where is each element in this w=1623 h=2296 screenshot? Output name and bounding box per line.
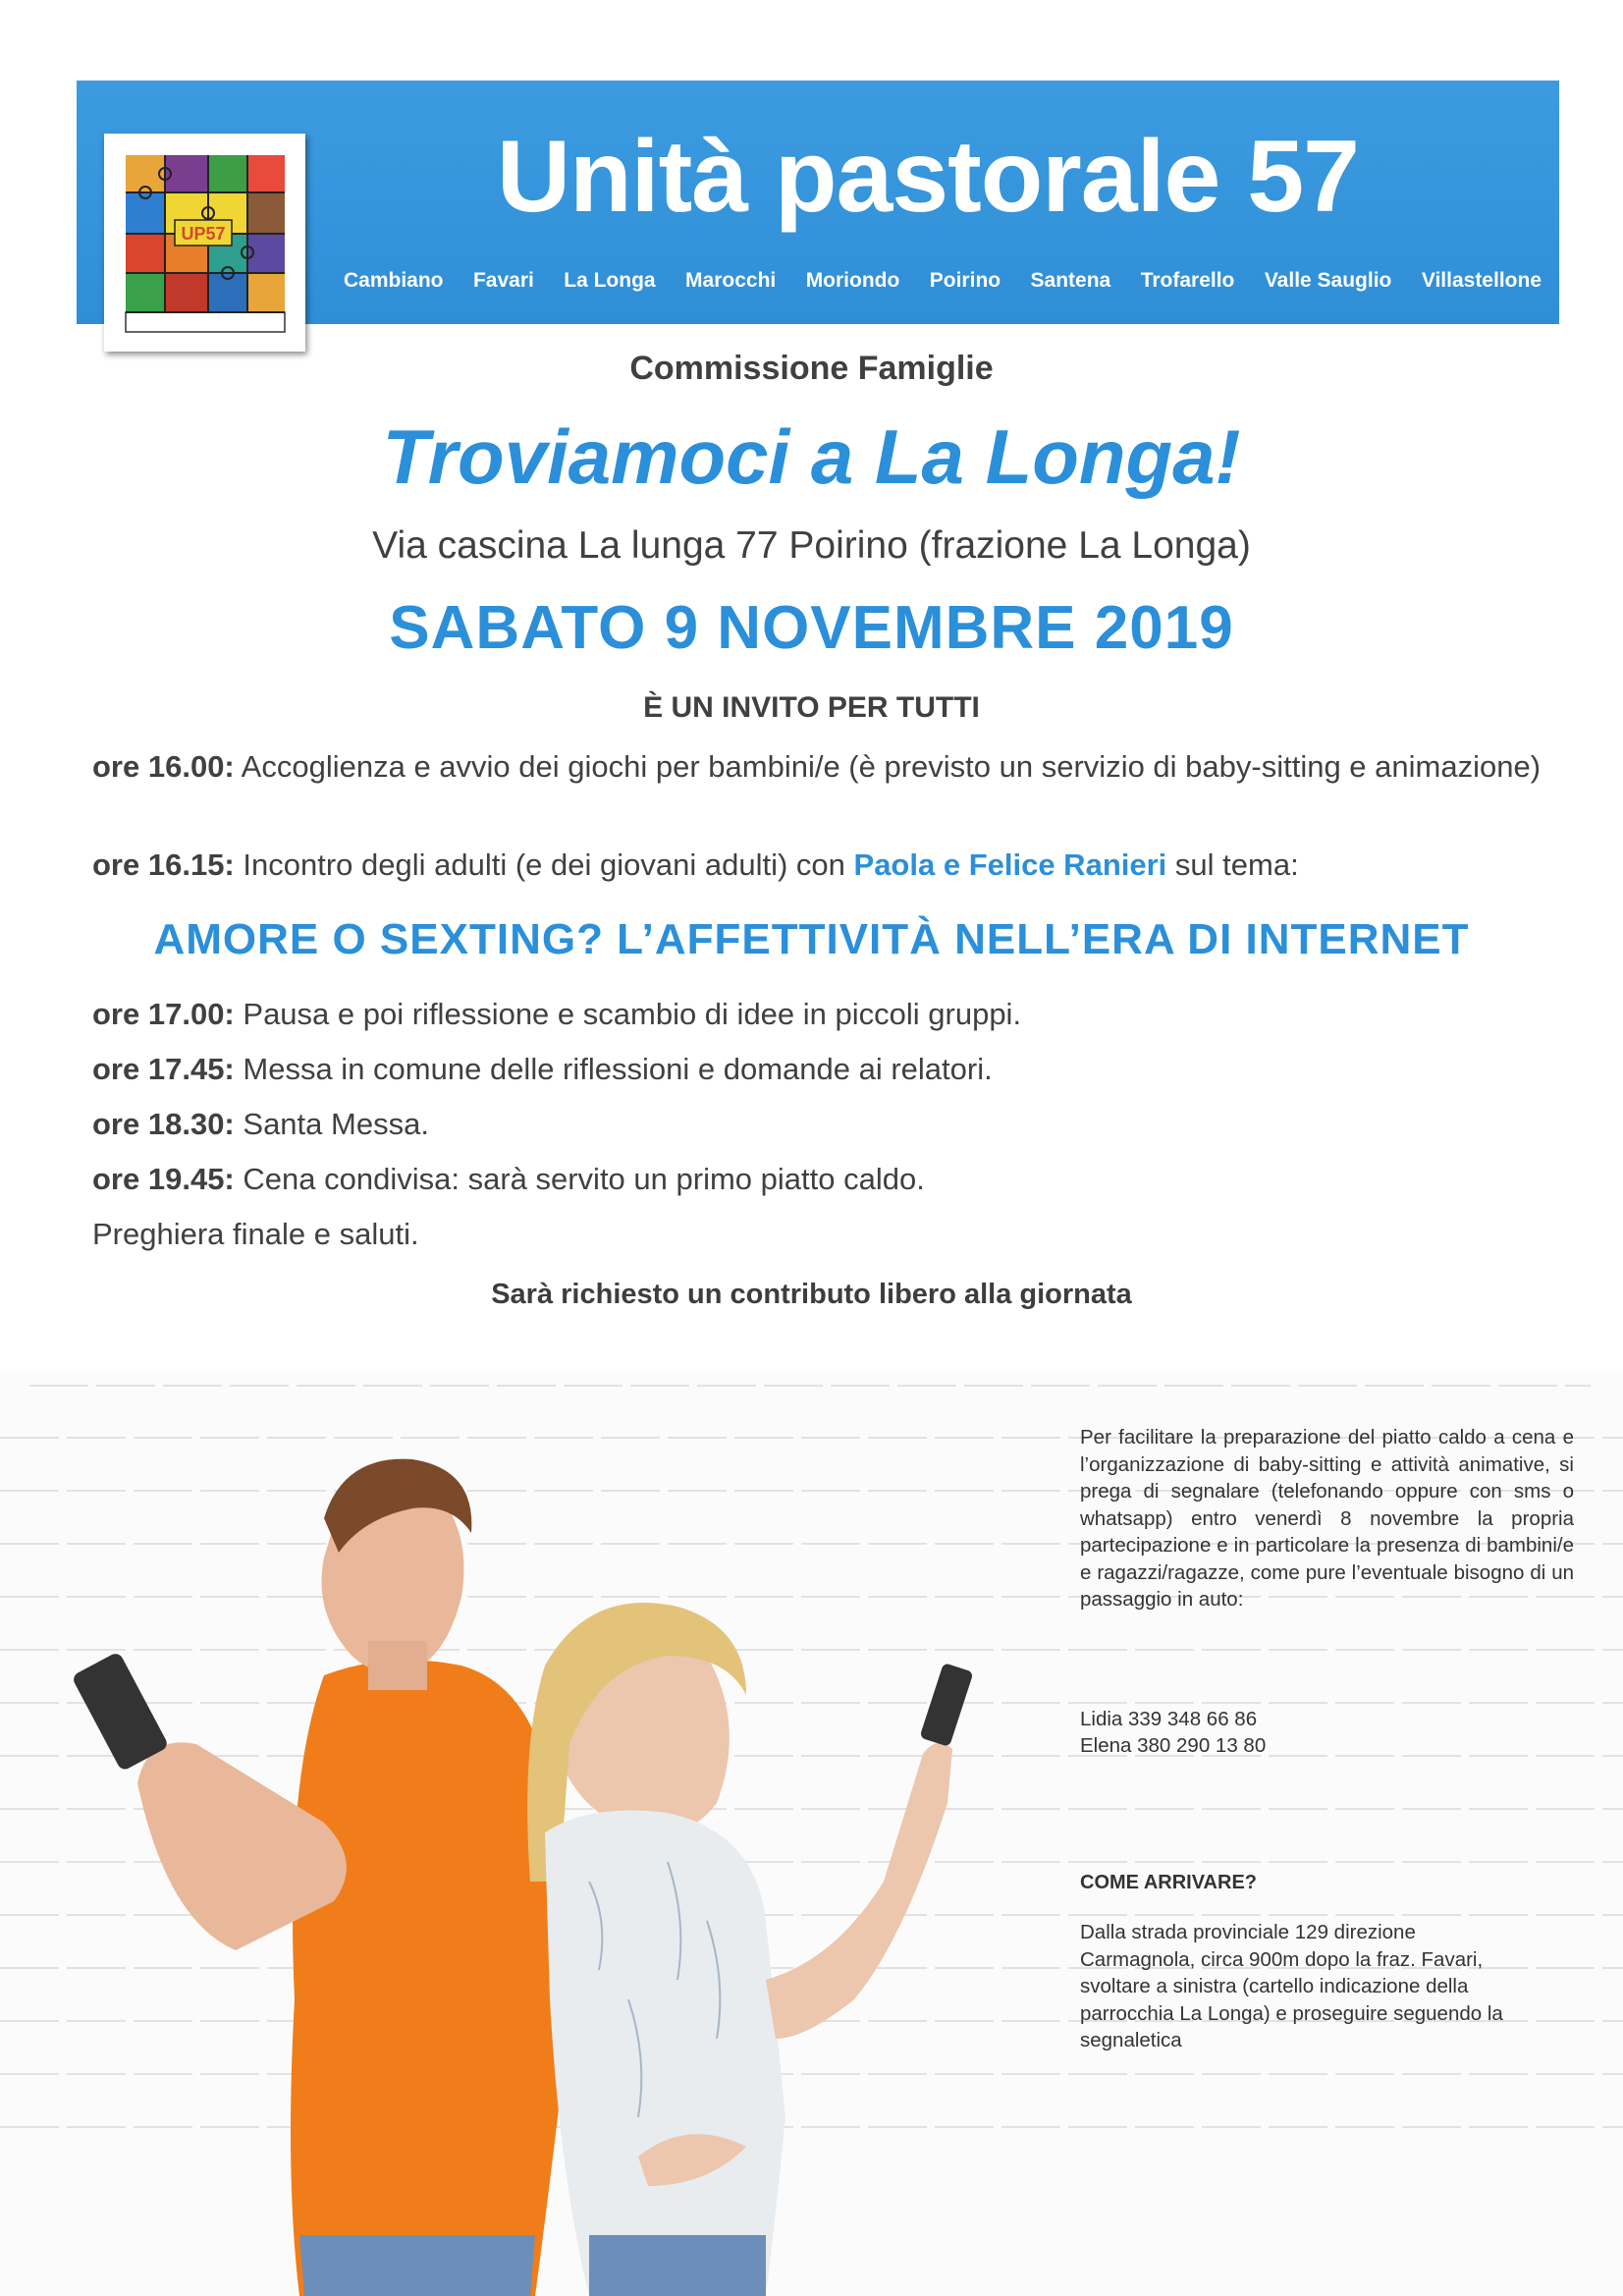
program-text: Santa Messa. [243, 1107, 429, 1141]
svg-text:UP57: UP57 [181, 224, 226, 244]
invite-heading: È UN INVITO PER TUTTI [643, 691, 980, 724]
directions-text: Dalla strada provinciale 129 direzione Carmagnola, circa 900m dopo la fraz. Favari, svoltare a sinistra (cartello indicazione della parrocchia La Longa) e proseguire seguendo la segnaletica [1080, 1921, 1503, 2051]
closing-line: Preghiera finale e saluti. [92, 1217, 419, 1251]
program-item [92, 746, 1623, 788]
program-time: ore 17.00: [92, 997, 235, 1031]
town-item: La Longa [564, 269, 656, 292]
contacts-list [1080, 1706, 1266, 1759]
event-title: Troviamoci a La Longa! [382, 413, 1241, 500]
program-item [92, 1159, 1536, 1200]
contact-item: Elena 380 290 13 80 [1080, 1734, 1267, 1757]
town-item: Poirino [929, 269, 1001, 292]
program-time: ore 18.30: [92, 1107, 235, 1141]
contact-item: Lidia 339 348 66 86 [1080, 1708, 1258, 1730]
directions-heading: COME ARRIVARE? [1080, 1872, 1257, 1893]
speakers-name: Paola e Felice Ranieri [853, 847, 1167, 882]
program-text: Incontro degli adulti (e dei giovani adulti) con [243, 847, 845, 882]
program-text: Cena condivisa: sarà servito un primo piatto caldo. [243, 1162, 925, 1196]
town-item: Cambiano [344, 269, 444, 292]
program-item [92, 994, 1536, 1035]
town-item: Villastellone [1421, 269, 1542, 292]
puzzle-logo [104, 134, 305, 352]
info-paragraph: Per facilitare la preparazione del piatto caldo a cena e l’organizzazione di baby-sitting e attività animative, si prega di segnalare (telefonando oppure con sms o whatsapp) entro venerdì 8 novembre la propria partecipazione e in particolare la presenza di bambini/e e ragazzi/ragazze, come pure l’eventuale bisogno di un passaggio in auto: [1080, 1426, 1574, 1611]
program-text: Accoglienza e avvio dei giochi per bambini/e (è previsto un servizio di baby-sitting e animazione) [241, 749, 1542, 784]
town-item: Marocchi [685, 269, 777, 292]
contribution-note: Sarà richiesto un contributo libero alla giornata [491, 1279, 1132, 1310]
program-time: ore 16.15: [92, 847, 235, 882]
town-item: Trofarello [1140, 269, 1235, 292]
theme-heading: AMORE O SEXTING? L’AFFETTIVITÀ NELL’ERA DI INTERNET [153, 915, 1470, 963]
program-text: sul tema: [1174, 847, 1299, 882]
town-item: Favari [472, 269, 534, 292]
town-item: Santena [1030, 269, 1111, 292]
program-time: ore 16.00: [92, 749, 235, 784]
puzzle-logo-icon [104, 134, 305, 352]
towns-list [334, 269, 1551, 293]
commission-heading: Commissione Famiglie [629, 350, 994, 387]
event-address: Via cascina La lunga 77 Poirino (frazione La Longa) [372, 524, 1251, 567]
program-time: ore 17.45: [92, 1052, 235, 1086]
town-item: Valle Sauglio [1264, 269, 1392, 292]
program-time: ore 19.45: [92, 1162, 235, 1196]
program-item [92, 845, 1536, 886]
program-text: Pausa e poi riflessione e scambio di idee in piccoli gruppi. [243, 997, 1022, 1031]
program-item [92, 1049, 1536, 1090]
town-item: Moriondo [805, 269, 900, 292]
banner-title: Unità pastorale 57 [497, 120, 1359, 234]
event-date: SABATO 9 NOVEMBRE 2019 [389, 594, 1234, 662]
program-text: Messa in comune delle riflessioni e domande ai relatori. [243, 1052, 993, 1086]
program-item [92, 1104, 1536, 1145]
